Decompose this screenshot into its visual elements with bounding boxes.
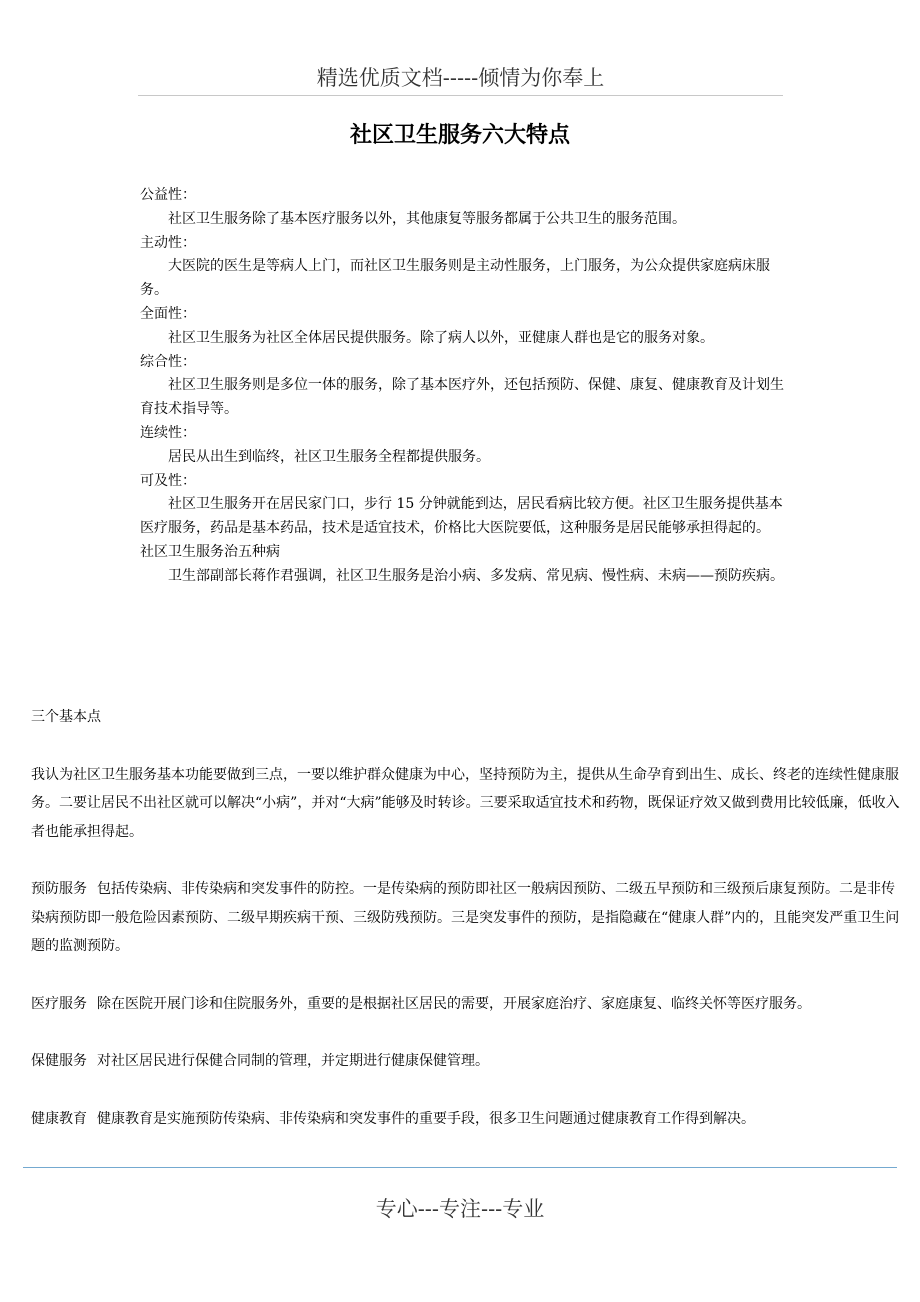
feature-heading: 主动性： — [140, 234, 196, 251]
service-text: 健康教育是实施预防传染病、非传染病和突发事件的重要手段，很多卫生问题通过健康教育工作得到解决。 — [97, 1110, 755, 1127]
service-paragraph — [31, 1047, 901, 1076]
service-label: 保健服务 — [31, 1053, 87, 1069]
feature-body: 卫生部副部长蒋作君强调，社区卫生服务是治小病、多发病、常见病、慢性病、未病——预防疾病。 — [168, 567, 784, 584]
feature-body: 社区卫生服务则是多位一体的服务，除了基本医疗外，还包括预防、保健、康复、健康教育及计划生育技术指导等。 — [140, 377, 784, 418]
feature-heading: 综合性： — [140, 353, 196, 370]
page-footer: 专心---专注---专业 — [375, 1197, 545, 1221]
feature-heading: 公益性： — [140, 187, 196, 203]
service-text: 除在医院开展门诊和住院服务外，重要的是根据社区居民的需要，开展家庭治疗、家庭康复、临终关怀等医疗服务。 — [97, 995, 811, 1012]
service-label: 预防服务 — [31, 881, 87, 897]
page-header: 精选优质文档-----倾情为你奉上 — [138, 62, 783, 96]
feature-heading: 社区卫生服务治五种病 — [140, 543, 280, 560]
basic-points-heading: 三个基本点 — [31, 709, 101, 725]
service-text: 对社区居民进行保健合同制的管理，并定期进行健康保健管理。 — [97, 1053, 489, 1069]
service-paragraph — [31, 1105, 901, 1134]
feature-body: 社区卫生服务开在居民家门口，步行 15 分钟就能到达，居民看病比较方便。社区卫生服务提供基本医疗服务，药品是基本药品，技术是适宜技术，价格比大医院要低，这种服务是居民能够承担得起的。 — [140, 496, 783, 537]
service-text: 包括传染病、非传染病和突发事件的防控。一是传染病的预防即社区一般病因预防、二级五早预防和三级预后康复预防。二是非传染病预防即一般危险因素预防、二级早期疾病干预、三级防残预防。三是突发事件的预防，是指隐藏在“健康人群”内的，且能突发严重卫生问题的监测预防。 — [31, 881, 900, 954]
feature-heading: 全面性： — [140, 305, 196, 322]
service-label: 医疗服务 — [31, 995, 87, 1012]
features-section — [140, 184, 792, 589]
basic-points-intro: 我认为社区卫生服务基本功能要做到三点，一要以维护群众健康为中心，坚持预防为主，提供从生命孕育到出生、成长、终老的连续性健康服务。二要让居民不出社区就可以解决“小病”，并对“大病”能够及时转诊。三要采取适宜技术和药物，既保证疗效又做到费用比较低廉，低收入者也能承担得起。 — [31, 766, 900, 840]
feature-body: 社区卫生服务除了基本医疗服务以外，其他康复等服务都属于公共卫生的服务范围。 — [168, 210, 686, 227]
service-paragraph — [31, 990, 901, 1019]
footer-divider — [23, 1167, 897, 1168]
document-title: 社区卫生服务六大特点 — [349, 123, 570, 148]
feature-heading: 可及性： — [140, 472, 196, 489]
basic-points-section — [31, 703, 901, 1162]
feature-heading: 连续性： — [140, 424, 196, 441]
service-paragraph — [31, 875, 901, 961]
feature-body: 居民从出生到临终，社区卫生服务全程都提供服务。 — [168, 448, 490, 465]
feature-body: 大医院的医生是等病人上门，而社区卫生服务则是主动性服务，上门服务，为公众提供家庭病床服务。 — [140, 258, 770, 299]
feature-body: 社区卫生服务为社区全体居民提供服务。除了病人以外，亚健康人群也是它的服务对象。 — [168, 329, 714, 346]
service-label: 健康教育 — [31, 1110, 87, 1127]
